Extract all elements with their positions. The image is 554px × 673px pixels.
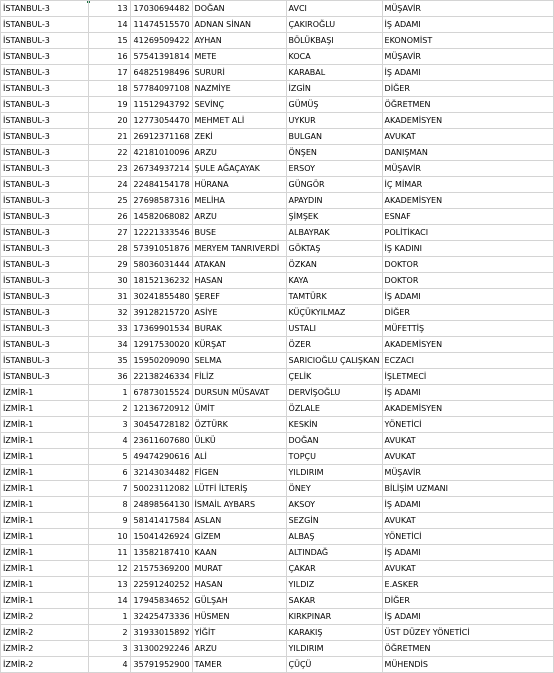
tc-no-cell[interactable]: 26912371168	[130, 129, 192, 145]
ad-cell[interactable]: ŞULE AĞAÇAYAK	[192, 161, 286, 177]
ad-cell[interactable]: MELİHA	[192, 193, 286, 209]
tc-no-cell[interactable]: 17030694482	[130, 1, 192, 17]
table-row	[1, 657, 554, 673]
soyad-cell[interactable]: ŞİMŞEK	[286, 209, 382, 225]
il-cell[interactable]: İZMİR-1	[1, 497, 89, 513]
il-cell[interactable]: İZMİR-1	[1, 529, 89, 545]
table-row	[1, 577, 554, 593]
tc-no-cell[interactable]: 13582187410	[130, 545, 192, 561]
sira-cell[interactable]: 28	[88, 241, 130, 257]
table-row	[1, 625, 554, 641]
soyad-cell[interactable]: SEZGİN	[286, 513, 382, 529]
ad-cell[interactable]: MURAT	[192, 561, 286, 577]
ad-cell[interactable]: ŞEREF	[192, 289, 286, 305]
soyad-cell[interactable]: ÖNEY	[286, 481, 382, 497]
soyad-cell[interactable]: BÖLÜKBAŞI	[286, 33, 382, 49]
ad-cell[interactable]: ZEKİ	[192, 129, 286, 145]
meslek-cell[interactable]: MÜŞAVİR	[382, 465, 553, 481]
sira-cell[interactable]: 2	[88, 401, 130, 417]
table-row	[1, 385, 554, 401]
sira-cell[interactable]: 12	[88, 561, 130, 577]
tc-no-cell[interactable]: 17945834652	[130, 593, 192, 609]
tc-no-cell[interactable]: 58036031444	[130, 257, 192, 273]
il-cell[interactable]: İSTANBUL-3	[1, 145, 89, 161]
tc-no-cell[interactable]: 32425473336	[130, 609, 192, 625]
ad-cell[interactable]: ARZU	[192, 145, 286, 161]
table-row	[1, 273, 554, 289]
soyad-cell[interactable]: ÇÜÇÜ	[286, 657, 382, 673]
table-row	[1, 609, 554, 625]
tc-no-cell[interactable]: 22484154178	[130, 177, 192, 193]
ad-cell[interactable]: ÖZTÜRK	[192, 417, 286, 433]
sira-cell[interactable]: 1	[88, 609, 130, 625]
meslek-cell[interactable]: DİĞER	[382, 81, 553, 97]
il-cell[interactable]: İSTANBUL-3	[1, 17, 89, 33]
sira-cell[interactable]: 10	[88, 529, 130, 545]
soyad-cell[interactable]: KESKİN	[286, 417, 382, 433]
meslek-cell[interactable]: ECZACI	[382, 353, 553, 369]
ad-cell[interactable]: ASİYE	[192, 305, 286, 321]
tc-no-cell[interactable]: 12221333546	[130, 225, 192, 241]
il-cell[interactable]: İZMİR-2	[1, 641, 89, 657]
soyad-cell[interactable]: GÖKTAŞ	[286, 241, 382, 257]
ad-cell[interactable]: DOĞAN	[192, 1, 286, 17]
meslek-cell[interactable]: İŞ ADAMI	[382, 609, 553, 625]
il-cell[interactable]: İSTANBUL-3	[1, 257, 89, 273]
ad-cell[interactable]: FİGEN	[192, 465, 286, 481]
ad-cell[interactable]: FİLİZ	[192, 369, 286, 385]
table-row	[1, 433, 554, 449]
table-row	[1, 401, 554, 417]
meslek-cell[interactable]: AKADEMİSYEN	[382, 401, 553, 417]
sira-cell[interactable]: 36	[88, 369, 130, 385]
ad-cell[interactable]: ALİ	[192, 449, 286, 465]
il-cell[interactable]: İSTANBUL-3	[1, 65, 89, 81]
sira-cell[interactable]: 22	[88, 145, 130, 161]
tc-no-cell[interactable]: 22138246334	[130, 369, 192, 385]
soyad-cell[interactable]: ÇAKIROĞLU	[286, 17, 382, 33]
table-row	[1, 225, 554, 241]
il-cell[interactable]: İSTANBUL-3	[1, 289, 89, 305]
soyad-cell[interactable]: ALBAŞ	[286, 529, 382, 545]
meslek-cell[interactable]: MÜFETTİŞ	[382, 321, 553, 337]
il-cell[interactable]: İSTANBUL-3	[1, 113, 89, 129]
il-cell[interactable]: İSTANBUL-3	[1, 81, 89, 97]
table-row	[1, 65, 554, 81]
meslek-cell[interactable]: İŞ KADINI	[382, 241, 553, 257]
ad-cell[interactable]: LÜTFİ İLTERİŞ	[192, 481, 286, 497]
meslek-cell[interactable]: MÜŞAVİR	[382, 161, 553, 177]
tc-no-cell[interactable]: 32143034482	[130, 465, 192, 481]
soyad-cell[interactable]: YILDIRIM	[286, 465, 382, 481]
tc-no-cell[interactable]: 26734937214	[130, 161, 192, 177]
meslek-cell[interactable]: E.ASKER	[382, 577, 553, 593]
table-row	[1, 81, 554, 97]
ad-cell[interactable]: AYHAN	[192, 33, 286, 49]
soyad-cell[interactable]: ÖZER	[286, 337, 382, 353]
tc-no-cell[interactable]: 17369901534	[130, 321, 192, 337]
soyad-cell[interactable]: KOCA	[286, 49, 382, 65]
soyad-cell[interactable]: SAKAR	[286, 593, 382, 609]
table-row	[1, 289, 554, 305]
tc-no-cell[interactable]: 50023112082	[130, 481, 192, 497]
table-row	[1, 177, 554, 193]
tc-no-cell[interactable]: 64825198496	[130, 65, 192, 81]
table-row	[1, 209, 554, 225]
il-cell[interactable]: İZMİR-2	[1, 657, 89, 673]
ad-cell[interactable]: YİĞİT	[192, 625, 286, 641]
ad-cell[interactable]: METE	[192, 49, 286, 65]
sira-cell[interactable]: 21	[88, 129, 130, 145]
soyad-cell[interactable]: YILDIZ	[286, 577, 382, 593]
il-cell[interactable]: İZMİR-1	[1, 401, 89, 417]
soyad-cell[interactable]: ÖZKAN	[286, 257, 382, 273]
soyad-cell[interactable]: TOPÇU	[286, 449, 382, 465]
sira-cell[interactable]: 4	[88, 433, 130, 449]
il-cell[interactable]: İZMİR-1	[1, 417, 89, 433]
table-row	[1, 49, 554, 65]
sira-cell[interactable]: 6	[88, 465, 130, 481]
table-row	[1, 353, 554, 369]
tc-no-cell[interactable]: 18152136232	[130, 273, 192, 289]
soyad-cell[interactable]: APAYDIN	[286, 193, 382, 209]
soyad-cell[interactable]: KARAKIŞ	[286, 625, 382, 641]
ad-cell[interactable]: MEHMET ALİ	[192, 113, 286, 129]
meslek-cell[interactable]: DİĞER	[382, 593, 553, 609]
tc-no-cell[interactable]: 12136720912	[130, 401, 192, 417]
soyad-cell[interactable]: KÜÇÜKYILMAZ	[286, 305, 382, 321]
meslek-cell[interactable]: İŞ ADAMI	[382, 385, 553, 401]
ad-cell[interactable]: ARZU	[192, 641, 286, 657]
il-cell[interactable]: İZMİR-2	[1, 625, 89, 641]
il-cell[interactable]: İZMİR-1	[1, 513, 89, 529]
il-cell[interactable]: İSTANBUL-3	[1, 305, 89, 321]
meslek-cell[interactable]: ÖĞRETMEN	[382, 97, 553, 113]
ad-cell[interactable]: TAMER	[192, 657, 286, 673]
soyad-cell[interactable]: YILDIRIM	[286, 641, 382, 657]
sira-cell[interactable]: 35	[88, 353, 130, 369]
ad-cell[interactable]: İSMAİL AYBARS	[192, 497, 286, 513]
sira-cell[interactable]: 3	[88, 417, 130, 433]
il-cell[interactable]: İSTANBUL-3	[1, 129, 89, 145]
il-cell[interactable]: İZMİR-1	[1, 577, 89, 593]
tc-no-cell[interactable]: 12917530020	[130, 337, 192, 353]
table-row	[1, 241, 554, 257]
sira-cell[interactable]: 13	[88, 577, 130, 593]
il-cell[interactable]: İSTANBUL-3	[1, 337, 89, 353]
table-row	[1, 593, 554, 609]
sira-cell[interactable]: 20	[88, 113, 130, 129]
sira-cell[interactable]: 11	[88, 545, 130, 561]
il-cell[interactable]: İSTANBUL-3	[1, 353, 89, 369]
table-row	[1, 1, 554, 17]
tc-no-cell[interactable]: 15950209090	[130, 353, 192, 369]
table-row	[1, 161, 554, 177]
table-row	[1, 337, 554, 353]
meslek-cell[interactable]: AVUKAT	[382, 129, 553, 145]
meslek-cell[interactable]: POLİTİKACI	[382, 225, 553, 241]
sira-cell[interactable]: 15	[88, 33, 130, 49]
meslek-cell[interactable]: YÖNETİCİ	[382, 417, 553, 433]
meslek-cell[interactable]: AKADEMİSYEN	[382, 337, 553, 353]
soyad-cell[interactable]: AKSOY	[286, 497, 382, 513]
table-row	[1, 529, 554, 545]
sira-cell[interactable]: 5	[88, 449, 130, 465]
table-row	[1, 481, 554, 497]
soyad-cell[interactable]: GÜMÜŞ	[286, 97, 382, 113]
tc-no-cell[interactable]: 23611607680	[130, 433, 192, 449]
sira-cell[interactable]: 13	[88, 1, 130, 17]
soyad-cell[interactable]: UYKUR	[286, 113, 382, 129]
ad-cell[interactable]: ÜMİT	[192, 401, 286, 417]
meslek-cell[interactable]: İŞ ADAMI	[382, 65, 553, 81]
meslek-cell[interactable]: ÜST DÜZEY YÖNETİCİ	[382, 625, 553, 641]
table-row	[1, 193, 554, 209]
sira-cell[interactable]: 24	[88, 177, 130, 193]
sira-cell[interactable]: 34	[88, 337, 130, 353]
soyad-cell[interactable]: DERVİŞOĞLU	[286, 385, 382, 401]
ad-cell[interactable]: GİZEM	[192, 529, 286, 545]
il-cell[interactable]: İSTANBUL-3	[1, 273, 89, 289]
il-cell[interactable]: İZMİR-1	[1, 481, 89, 497]
ad-cell[interactable]: HÜRANA	[192, 177, 286, 193]
tc-no-cell[interactable]: 11474515570	[130, 17, 192, 33]
ad-cell[interactable]: HASAN	[192, 577, 286, 593]
table-row	[1, 17, 554, 33]
meslek-cell[interactable]: MÜŞAVİR	[382, 49, 553, 65]
tc-no-cell[interactable]: 57391051876	[130, 241, 192, 257]
tc-no-cell[interactable]: 49474290616	[130, 449, 192, 465]
meslek-cell[interactable]: ÖĞRETMEN	[382, 641, 553, 657]
ad-cell[interactable]: MERYEM TANRIVERDİ	[192, 241, 286, 257]
il-cell[interactable]: İZMİR-1	[1, 465, 89, 481]
tc-no-cell[interactable]: 27698587316	[130, 193, 192, 209]
tc-no-cell[interactable]: 15041426924	[130, 529, 192, 545]
meslek-cell[interactable]: İŞLETMECİ	[382, 369, 553, 385]
il-cell[interactable]: İSTANBUL-3	[1, 33, 89, 49]
meslek-cell[interactable]: AKADEMİSYEN	[382, 113, 553, 129]
ad-cell[interactable]: ASLAN	[192, 513, 286, 529]
sira-cell[interactable]: 31	[88, 289, 130, 305]
soyad-cell[interactable]: BULGAN	[286, 129, 382, 145]
soyad-cell[interactable]: KIRKPINAR	[286, 609, 382, 625]
meslek-cell[interactable]: İŞ ADAMI	[382, 17, 553, 33]
table-row	[1, 449, 554, 465]
soyad-cell[interactable]: ERSOY	[286, 161, 382, 177]
il-cell[interactable]: İZMİR-1	[1, 545, 89, 561]
sira-cell[interactable]: 1	[88, 385, 130, 401]
ad-cell[interactable]: SEVİNÇ	[192, 97, 286, 113]
il-cell[interactable]: İSTANBUL-3	[1, 225, 89, 241]
table-row	[1, 97, 554, 113]
tc-no-cell[interactable]: 24898564130	[130, 497, 192, 513]
table-row	[1, 561, 554, 577]
tc-no-cell[interactable]: 58141417584	[130, 513, 192, 529]
meslek-cell[interactable]: DANIŞMAN	[382, 145, 553, 161]
table-row	[1, 513, 554, 529]
sira-cell[interactable]: 9	[88, 513, 130, 529]
il-cell[interactable]: İZMİR-2	[1, 609, 89, 625]
il-cell[interactable]: İZMİR-1	[1, 385, 89, 401]
table-row	[1, 33, 554, 49]
sira-cell[interactable]: 14	[88, 17, 130, 33]
soyad-cell[interactable]: ÖNŞEN	[286, 145, 382, 161]
tc-no-cell[interactable]: 67873015524	[130, 385, 192, 401]
ad-cell[interactable]: BUSE	[192, 225, 286, 241]
soyad-cell[interactable]: AVCI	[286, 1, 382, 17]
meslek-cell[interactable]: AVUKAT	[382, 561, 553, 577]
tc-no-cell[interactable]: 30241855480	[130, 289, 192, 305]
il-cell[interactable]: İSTANBUL-3	[1, 1, 89, 17]
il-cell[interactable]: İSTANBUL-3	[1, 177, 89, 193]
tc-no-cell[interactable]: 14582068082	[130, 209, 192, 225]
ad-cell[interactable]: NAZMİYE	[192, 81, 286, 97]
sira-cell[interactable]: 30	[88, 273, 130, 289]
ad-cell[interactable]: ADNAN SİNAN	[192, 17, 286, 33]
il-cell[interactable]: İSTANBUL-3	[1, 321, 89, 337]
soyad-cell[interactable]: ALTINDAĞ	[286, 545, 382, 561]
table-row	[1, 113, 554, 129]
il-cell[interactable]: İSTANBUL-3	[1, 241, 89, 257]
meslek-cell[interactable]: MÜHENDİS	[382, 657, 553, 673]
tc-no-cell[interactable]: 57541391814	[130, 49, 192, 65]
table-row	[1, 257, 554, 273]
table-row	[1, 369, 554, 385]
tc-no-cell[interactable]: 12773054470	[130, 113, 192, 129]
sira-cell[interactable]: 16	[88, 49, 130, 65]
tc-no-cell[interactable]: 21575369200	[130, 561, 192, 577]
tc-no-cell[interactable]: 35791952900	[130, 657, 192, 673]
sira-cell[interactable]: 2	[88, 625, 130, 641]
meslek-cell[interactable]: AKADEMİSYEN	[382, 193, 553, 209]
meslek-cell[interactable]: DOKTOR	[382, 257, 553, 273]
table-row	[1, 545, 554, 561]
ad-cell[interactable]: SURURİ	[192, 65, 286, 81]
il-cell[interactable]: İSTANBUL-3	[1, 369, 89, 385]
sira-cell[interactable]: 3	[88, 641, 130, 657]
meslek-cell[interactable]: AVUKAT	[382, 433, 553, 449]
meslek-cell[interactable]: AVUKAT	[382, 449, 553, 465]
soyad-cell[interactable]: DOĞAN	[286, 433, 382, 449]
tc-no-cell[interactable]: 31933015892	[130, 625, 192, 641]
tc-no-cell[interactable]: 42181010096	[130, 145, 192, 161]
soyad-cell[interactable]: KAYA	[286, 273, 382, 289]
soyad-cell[interactable]: ALBAYRAK	[286, 225, 382, 241]
meslek-cell[interactable]: EKONOMİST	[382, 33, 553, 49]
table-row	[1, 321, 554, 337]
table-row	[1, 305, 554, 321]
table-row	[1, 145, 554, 161]
soyad-cell[interactable]: GÜNGÖR	[286, 177, 382, 193]
sira-cell[interactable]: 7	[88, 481, 130, 497]
sira-cell[interactable]: 27	[88, 225, 130, 241]
ad-cell[interactable]: KÜRŞAT	[192, 337, 286, 353]
table-row	[1, 465, 554, 481]
il-cell[interactable]: İZMİR-1	[1, 561, 89, 577]
soyad-cell[interactable]: KARABAL	[286, 65, 382, 81]
sira-cell[interactable]: 4	[88, 657, 130, 673]
soyad-cell[interactable]: ÖZLALE	[286, 401, 382, 417]
sira-cell[interactable]: 14	[88, 593, 130, 609]
il-cell[interactable]: İSTANBUL-3	[1, 161, 89, 177]
meslek-cell[interactable]: İŞ ADAMI	[382, 545, 553, 561]
sira-cell[interactable]: 23	[88, 161, 130, 177]
soyad-cell[interactable]: TAMTÜRK	[286, 289, 382, 305]
ad-cell[interactable]: ÜLKÜ	[192, 433, 286, 449]
sira-cell[interactable]: 29	[88, 257, 130, 273]
soyad-cell[interactable]: ÇELİK	[286, 369, 382, 385]
tc-no-cell[interactable]: 57784097108	[130, 81, 192, 97]
tc-no-cell[interactable]: 31300292246	[130, 641, 192, 657]
meslek-cell[interactable]: BİLİŞİM UZMANI	[382, 481, 553, 497]
tc-no-cell[interactable]: 22591240252	[130, 577, 192, 593]
il-cell[interactable]: İSTANBUL-3	[1, 97, 89, 113]
soyad-cell[interactable]: İZGİN	[286, 81, 382, 97]
ad-cell[interactable]: ATAKAN	[192, 257, 286, 273]
soyad-cell[interactable]: ÇAKAR	[286, 561, 382, 577]
meslek-cell[interactable]: İŞ ADAMI	[382, 289, 553, 305]
il-cell[interactable]: İSTANBUL-3	[1, 209, 89, 225]
soyad-cell[interactable]: USTALI	[286, 321, 382, 337]
meslek-cell[interactable]: İÇ MİMAR	[382, 177, 553, 193]
il-cell[interactable]: İSTANBUL-3	[1, 49, 89, 65]
ad-cell[interactable]: DURSUN MÜSAVAT	[192, 385, 286, 401]
sira-cell[interactable]: 25	[88, 193, 130, 209]
sira-cell[interactable]: 33	[88, 321, 130, 337]
sira-cell[interactable]: 32	[88, 305, 130, 321]
meslek-cell[interactable]: YÖNETİCİ	[382, 529, 553, 545]
tc-no-cell[interactable]: 41269509422	[130, 33, 192, 49]
tc-no-cell[interactable]: 11512943792	[130, 97, 192, 113]
table-row	[1, 497, 554, 513]
meslek-cell[interactable]: ESNAF	[382, 209, 553, 225]
meslek-cell[interactable]: AVUKAT	[382, 513, 553, 529]
ad-cell[interactable]: KAAN	[192, 545, 286, 561]
table-row	[1, 641, 554, 657]
il-cell[interactable]: İZMİR-1	[1, 449, 89, 465]
sira-cell[interactable]: 8	[88, 497, 130, 513]
ad-cell[interactable]: HÜSMEN	[192, 609, 286, 625]
spreadsheet-body	[1, 1, 554, 673]
soyad-cell[interactable]: SARICIOĞLU ÇALIŞKAN	[286, 353, 382, 369]
il-cell[interactable]: İSTANBUL-3	[1, 193, 89, 209]
sira-cell[interactable]: 18	[88, 81, 130, 97]
il-cell[interactable]: İZMİR-1	[1, 593, 89, 609]
sira-cell[interactable]: 26	[88, 209, 130, 225]
sira-cell[interactable]: 19	[88, 97, 130, 113]
meslek-cell[interactable]: DİĞER	[382, 305, 553, 321]
il-cell[interactable]: İZMİR-1	[1, 433, 89, 449]
tc-no-cell[interactable]: 39128215720	[130, 305, 192, 321]
meslek-cell[interactable]: DOKTOR	[382, 273, 553, 289]
ad-cell[interactable]: ARZU	[192, 209, 286, 225]
table-row	[1, 129, 554, 145]
tc-no-cell[interactable]: 30454728182	[130, 417, 192, 433]
meslek-cell[interactable]: MÜŞAVİR	[382, 1, 553, 17]
ad-cell[interactable]: HASAN	[192, 273, 286, 289]
ad-cell[interactable]: BURAK	[192, 321, 286, 337]
sira-cell[interactable]: 17	[88, 65, 130, 81]
ad-cell[interactable]: SELMA	[192, 353, 286, 369]
ad-cell[interactable]: GÜLŞAH	[192, 593, 286, 609]
meslek-cell[interactable]: İŞ ADAMI	[382, 497, 553, 513]
table-row	[1, 417, 554, 433]
